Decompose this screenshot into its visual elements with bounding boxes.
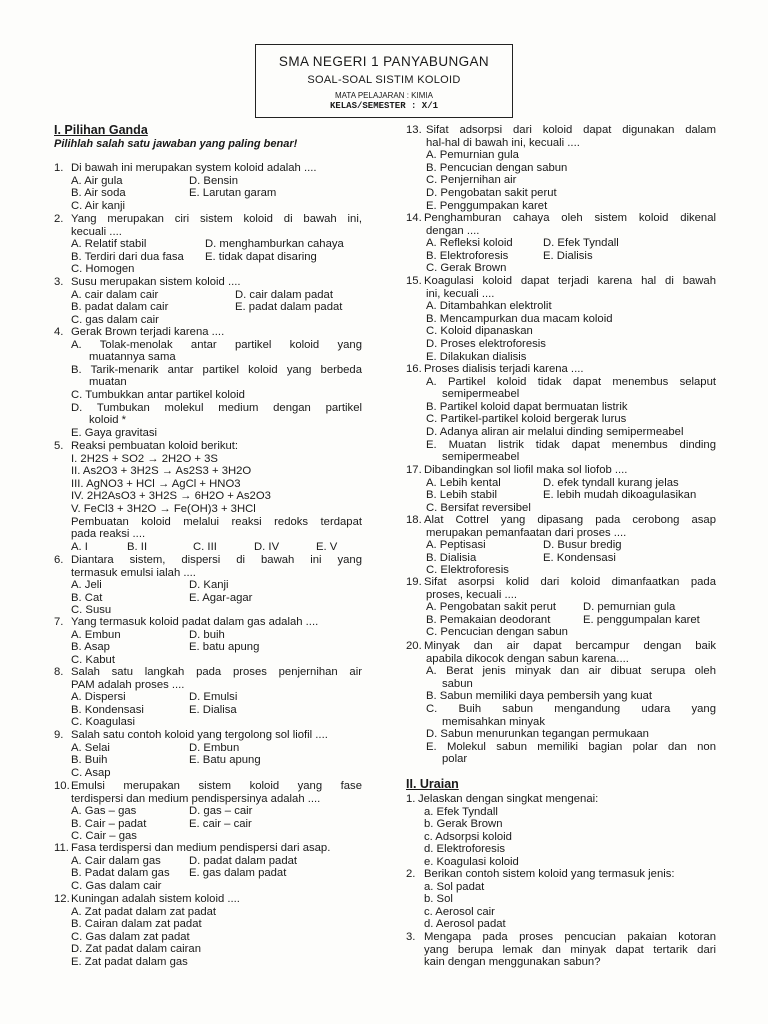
option-b: B. Air soda: [71, 187, 126, 200]
essay-question-1: [406, 793, 716, 869]
question-text: Salah satu langkah pada proses penjernihan air: [71, 666, 362, 678]
question-number: 18.: [406, 514, 422, 526]
option-e: E. Dialisa: [189, 703, 237, 716]
essay-question-2: [406, 868, 716, 931]
option-e: E. Muatan listrik tidak dapat menembus dinding: [426, 438, 716, 451]
option-b: B. Cairan dalam zat padat: [71, 918, 202, 931]
option-e: E. Dialisis: [543, 249, 593, 262]
question-text: Jelaskan dengan singkat mengenai:: [418, 793, 599, 805]
option-b-cont: muatan: [89, 376, 127, 389]
question-text: Sifat adsorpsi dari koloid dapat digunakan dalam: [426, 124, 716, 136]
question-10: [54, 780, 362, 843]
option-c: C. Susu: [71, 604, 112, 617]
option-d: D. IV: [254, 540, 280, 553]
question-text-cont: yang berupa lemak dan minyak dapat tertarik dari: [424, 943, 716, 956]
option-e: E. cair – cair: [189, 817, 252, 830]
question-1: [54, 162, 362, 212]
question-text: Pembuatan koloid melalui reaksi redoks terdapat: [71, 515, 362, 528]
option-c: C. Kabut: [71, 653, 115, 666]
option-b: B. Tarik-menarik antar partikel koloid yang berbeda: [71, 363, 362, 376]
question-number: 14.: [406, 212, 422, 224]
question-text-cont: apabila dikocok dengan sabun karena....: [426, 652, 629, 665]
option-b: B. Lebih stabil: [426, 489, 497, 502]
option-a: A. Zat padat dalam zat padat: [71, 905, 217, 918]
option-a: A. Tolak-menolak antar partikel koloid yang: [71, 338, 362, 351]
option-e-cont: semipermeabel: [442, 451, 520, 464]
reaction-3: III. AgNO3 + HCl → AgCl + HNO3: [71, 477, 241, 490]
question-7: [54, 616, 362, 666]
question-8: [54, 666, 362, 729]
question-text: Alat Cottrel yang dipasang pada cerobong asap: [424, 514, 716, 526]
question-number: 13.: [406, 124, 422, 136]
school-name: SMA NEGERI 1 PANYABUNGAN: [278, 54, 490, 69]
question-text: Kuningan adalah sistem koloid ....: [71, 893, 240, 905]
question-text: Koagulasi koloid dapat terjadi karena hal di bawah: [424, 275, 716, 287]
question-text-cont: pada reaksi ....: [71, 528, 146, 541]
option-c: C. Koagulasi: [71, 716, 136, 729]
option-a: A. Relatif stabil: [71, 238, 147, 251]
option-d: D. menghamburkan cahaya: [205, 238, 344, 251]
option-a: A. cair dalam cair: [71, 288, 159, 301]
option-e: E. Agar-agar: [189, 591, 253, 604]
question-text: Susu merupakan sistem koloid ....: [71, 276, 241, 288]
option-b: B. Cair – padat: [71, 817, 147, 830]
item-d: d. Elektroforesis: [424, 843, 505, 856]
question-text: Minyak dan air dapat bercampur dengan baik: [424, 640, 716, 652]
option-e: E. padat dalam padat: [235, 301, 343, 314]
subject-line: MATA PELAJARAN : KIMIA: [335, 91, 433, 100]
section-1-instruction: Pilihlah salah satu jawaban yang paling benar!: [54, 138, 298, 150]
option-e: E. Dilakukan dialisis: [426, 350, 527, 363]
option-a: A. Pemurnian gula: [426, 149, 519, 162]
option-a-cont: semipermeabel: [442, 388, 520, 401]
option-e: E. Zat padat dalam gas: [71, 955, 188, 968]
option-c-cont: memisahkan minyak: [442, 715, 545, 728]
item-b: b. Gerak Brown: [424, 818, 503, 831]
option-e: E. tidak dapat disaring: [205, 250, 317, 263]
item-c: c. Aerosol cair: [424, 905, 495, 918]
item-b: b. Sol: [424, 893, 453, 906]
option-b: B. Pencucian dengan sabun: [426, 161, 568, 174]
question-text-cont: dengan ....: [426, 224, 480, 237]
option-c: C. Asap: [71, 766, 111, 779]
question-9: [54, 729, 362, 779]
essay-question-3: [406, 931, 716, 969]
option-c: C. Bersifat reversibel: [426, 501, 531, 514]
option-a: A. Dispersi: [71, 691, 126, 704]
question-text: Diantara sistem, dispersi di bawah ini yang: [71, 554, 362, 566]
item-d: d. Aerosol padat: [424, 918, 506, 931]
option-b: B. Sabun memiliki daya pembersih yang kuat: [426, 690, 653, 703]
option-a: A. Lebih kental: [426, 476, 501, 489]
option-b: B. Kondensasi: [71, 703, 144, 716]
question-text: Berikan contoh sistem koloid yang termasuk jenis:: [424, 868, 675, 880]
option-b: B. Mencampurkan dua macam koloid: [426, 312, 613, 325]
option-a: A. Air gula: [71, 174, 123, 187]
option-e: E. Gaya gravitasi: [71, 426, 158, 439]
question-number: 2.: [406, 868, 416, 880]
option-b: B. Terdiri dari dua fasa: [71, 250, 184, 263]
question-12: [54, 893, 362, 969]
header-box: [255, 44, 513, 118]
option-a: A. Refleksi koloid: [426, 237, 513, 250]
question-14: [406, 212, 716, 275]
option-c: C. Gas dalam cair: [71, 879, 162, 892]
question-text: Di bawah ini merupakan system koloid adalah ....: [71, 162, 317, 174]
option-c: C. Gas dalam zat padat: [71, 930, 190, 943]
question-text-cont: PAM adalah proses ....: [71, 678, 185, 691]
option-a: A. Berat jenis minyak dan air dibuat serupa oleh: [426, 665, 716, 678]
option-d: D. padat dalam padat: [189, 854, 298, 867]
option-a: A. Cair dalam gas: [71, 854, 161, 867]
question-number: 3.: [54, 276, 64, 288]
question-15: [406, 275, 716, 363]
reaction-1: I. 2H2S + SO2 → 2H2O + 3S: [71, 452, 218, 465]
option-c: C. Air kanji: [71, 199, 125, 212]
question-text: Mengapa pada proses pencucian pakaian kotoran: [424, 931, 716, 943]
class-semester-line: KELAS/SEMESTER : X/1: [329, 101, 439, 111]
question-text-cont: termasuk emulsi ialah ....: [71, 566, 196, 579]
option-a: A. Peptisasi: [426, 539, 486, 552]
question-number: 1.: [54, 162, 64, 174]
reaction-5: V. FeCl3 + 3H2O → Fe(OH)3 + 3HCl: [71, 502, 256, 515]
question-text: Fasa terdispersi dan medium pendispersi dari asap.: [71, 842, 331, 854]
section-2-title: II. Uraian: [406, 777, 459, 791]
option-d: D. Sabun menurunkan tegangan permukaan: [426, 728, 649, 741]
option-d: D. gas – cair: [189, 805, 253, 818]
option-c: C. Partikel-partikel koloid bergerak lurus: [426, 413, 627, 426]
option-a: A. Gas – gas: [71, 805, 137, 818]
question-text: Dibandingkan sol liofil maka sol liofob ....: [424, 464, 628, 476]
question-20: [406, 640, 716, 766]
option-c: C. III: [193, 540, 217, 553]
question-number: 4.: [54, 326, 64, 338]
option-c: C. Pencucian dengan sabun: [426, 626, 568, 639]
option-d: D. Efek Tyndall: [543, 237, 619, 250]
option-d: D. Emulsi: [189, 691, 238, 704]
question-number: 6.: [54, 554, 64, 566]
option-b: B. Cat: [71, 591, 103, 604]
question-number: 17.: [406, 464, 422, 476]
question-text: Salah satu contoh koloid yang tergolong sol liofil ....: [71, 729, 328, 741]
option-d: D. Zat padat dalam cairan: [71, 943, 201, 956]
question-16: [406, 363, 716, 464]
question-text: Sifat asorpsi kolid dari koloid dimanfaatkan pada: [424, 576, 716, 588]
option-c: C. Buih sabun mengandung udara yang: [426, 702, 716, 715]
option-b: B. Padat dalam gas: [71, 867, 170, 880]
item-c: c. Adsorpsi koloid: [424, 830, 512, 843]
option-e: E. Kondensasi: [543, 551, 616, 564]
question-number: 16.: [406, 363, 422, 375]
option-c: C. Penjernihan air: [426, 174, 517, 187]
option-e: E. Batu apung: [189, 754, 261, 767]
question-number: 5.: [54, 440, 64, 452]
option-a: A. I: [71, 540, 88, 553]
question-text: Yang termasuk koloid padat dalam gas adalah ....: [71, 616, 319, 628]
question-number: 11.: [54, 842, 69, 854]
option-c: C. Homogen: [71, 263, 135, 276]
option-a: A. Selai: [71, 741, 110, 754]
section-1-title: I. Pilihan Ganda: [54, 123, 148, 137]
item-a: a. Efek Tyndall: [424, 805, 498, 818]
question-number: 2.: [54, 213, 64, 225]
option-a-cont: sabun: [442, 677, 473, 690]
option-d: D. Pengobatan sakit perut: [426, 186, 557, 199]
option-b: B. II: [127, 540, 148, 553]
option-d: D. efek tyndall kurang jelas: [543, 476, 679, 489]
option-d: D. Proses elektroforesis: [426, 337, 546, 350]
question-text-cont: ini, kecuali ....: [426, 287, 495, 300]
option-d: D. buih: [189, 628, 225, 641]
reaction-2: II. As2O3 + 3H2S → As2S3 + 3H2O: [71, 465, 252, 478]
document-title: SOAL-SOAL SISTIM KOLOID: [307, 74, 461, 86]
question-number: 20.: [406, 640, 422, 652]
question-text: Proses dialisis terjadi karena ....: [424, 363, 584, 375]
option-d: D. Adanya aliran air melalui dinding semipermeabel: [426, 425, 684, 438]
question-text: Yang merupakan ciri sistem koloid di bawah ini,: [71, 213, 362, 225]
option-d: D. pemurnian gula: [583, 601, 676, 614]
question-text-cont: terdispersi dan medium pendispersinya adalah ....: [71, 792, 321, 805]
question-text: Reaksi pembuatan koloid berikut:: [71, 440, 239, 452]
option-e: E. Molekul sabun memiliki bagian polar dan non: [426, 740, 716, 753]
question-3: [54, 276, 362, 326]
option-c: C. Elektroforesis: [426, 564, 509, 577]
option-d-cont: koloid *: [89, 414, 127, 427]
option-e: E. Penggumpakan karet: [426, 199, 548, 212]
item-e: e. Koagulasi koloid: [424, 855, 519, 868]
option-b: B. Dialisia: [426, 551, 477, 564]
option-c: C. Tumbukkan antar partikel koloid: [71, 388, 245, 401]
question-11: [54, 842, 362, 892]
question-number: 15.: [406, 275, 422, 287]
option-c: C. gas dalam cair: [71, 313, 159, 326]
question-number: 12.: [54, 893, 70, 905]
question-17: [406, 464, 716, 514]
question-text-cont: kain dengan menggunakan sabun?: [424, 956, 601, 969]
option-a: A. Partikel koloid tidak dapat menembus selaput: [426, 375, 716, 388]
option-a: A. Embun: [71, 628, 121, 641]
option-d: D. Bensin: [189, 174, 238, 187]
option-b: B. Asap: [71, 641, 110, 654]
option-e: E. penggumpalan karet: [583, 613, 700, 626]
question-text: Penghamburan cahaya oleh sistem koloid dikenal: [424, 212, 716, 224]
option-a: A. Ditambahkan elektrolit: [426, 300, 552, 313]
option-b: B. Partikel koloid dapat bermuatan listrik: [426, 400, 628, 413]
option-e: E. batu apung: [189, 641, 260, 654]
option-d: D. cair dalam padat: [235, 288, 333, 301]
option-e: E. Larutan garam: [189, 187, 277, 200]
option-d: D. Tumbukan molekul medium dengan partikel: [71, 401, 362, 414]
question-number: 3.: [406, 931, 416, 943]
option-e: E. lebih mudah dikoagulasikan: [543, 489, 697, 502]
option-e: E. V: [316, 540, 338, 553]
option-e-cont: polar: [442, 753, 468, 766]
option-c: C. Gerak Brown: [426, 262, 507, 275]
question-2: [54, 213, 362, 276]
option-c: C. Koloid dipanaskan: [426, 325, 533, 338]
question-18: [406, 514, 716, 577]
option-c: C. Cair – gas: [71, 830, 137, 843]
option-d: D. Embun: [189, 741, 240, 754]
question-19: [406, 576, 716, 639]
question-text-cont: merupakan pemanfaatan dari proses ....: [426, 526, 627, 539]
question-text: Emulsi merupakan sistem koloid yang fase: [71, 780, 362, 792]
question-text-cont: proses, kecuali ....: [426, 588, 518, 601]
option-d: D. Kanji: [189, 579, 229, 592]
option-a-cont: muatannya sama: [89, 351, 176, 364]
question-text: Gerak Brown terjadi karena ....: [71, 326, 225, 338]
question-13: [406, 124, 716, 212]
option-a: A. Jeli: [71, 579, 102, 592]
option-b: B. padat dalam cair: [71, 301, 169, 314]
question-4: [54, 326, 362, 439]
question-number: 7.: [54, 616, 64, 628]
option-a: A. Pengobatan sakit perut: [426, 601, 557, 614]
question-number: 1.: [406, 793, 416, 805]
option-e: E. gas dalam padat: [189, 867, 287, 880]
question-6: [54, 554, 362, 617]
question-number: 9.: [54, 729, 64, 741]
question-number: 10.: [54, 780, 70, 792]
question-text-cont: kecuali ....: [71, 225, 122, 238]
item-a: a. Sol padat: [424, 880, 485, 893]
question-number: 8.: [54, 666, 64, 678]
question-text-cont: hal-hal di bawah ini, kecuali ....: [426, 136, 580, 149]
option-b: B. Pemakaian deodorant: [426, 613, 551, 626]
option-b: B. Buih: [71, 754, 108, 767]
option-d: D. Busur bredig: [543, 539, 622, 552]
question-5: [54, 440, 362, 553]
option-b: B. Elektroforesis: [426, 249, 509, 262]
reaction-4: IV. 2H2AsO3 + 3H2S → 6H2O + As2O3: [71, 490, 271, 503]
question-number: 19.: [406, 576, 422, 588]
